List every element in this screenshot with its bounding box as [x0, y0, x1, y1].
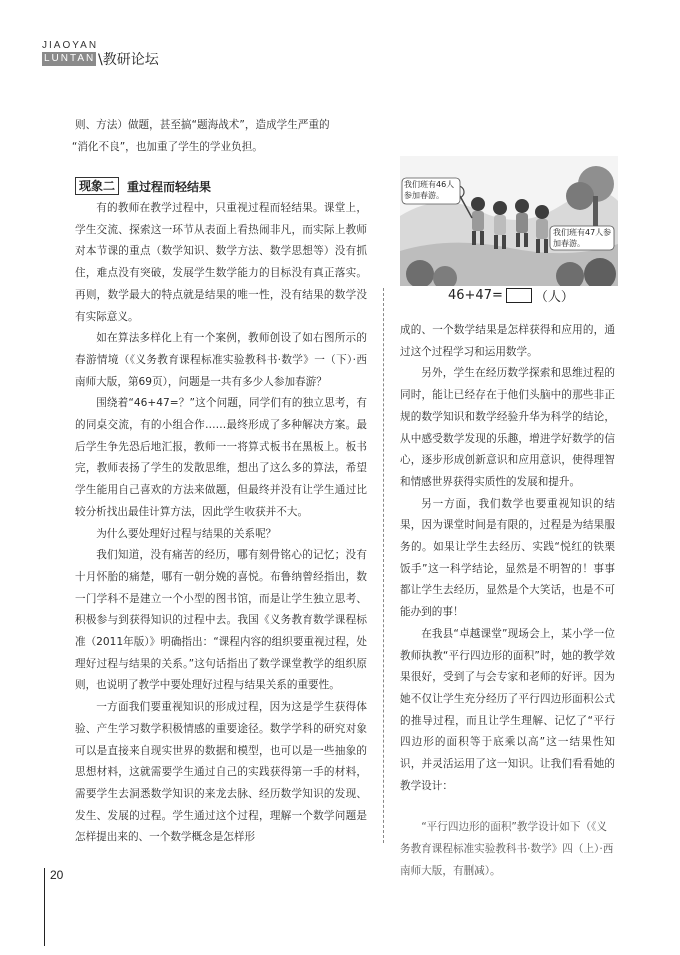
- page-number: 20: [50, 868, 64, 882]
- formula-left: 46+47=: [448, 288, 503, 303]
- answer-blank-box: [506, 288, 532, 303]
- col1-body: [75, 198, 367, 849]
- page-number-rule: [44, 868, 45, 946]
- section-heading: [75, 176, 211, 196]
- col1-top-line-1: 则、方法）做题，甚至搞“题海战术”，造成学生严重的: [75, 119, 330, 131]
- col1-top-text: [71, 115, 367, 158]
- formula-unit: （人）: [534, 290, 574, 305]
- col1-paragraph: 为什么要处理好过程与结果的关系呢？: [96, 527, 277, 540]
- col2-paragraph: 另一方面，我们数学也要重视知识的结果，因为课堂时间是有限的，过程是为结果服务的。如果让学生去经历、实践“悦红的铁栗饭手”这一科学结论，显然是不明智的！事事都让学生去经历，显然是个大笑话，也是不可能办到的事！: [400, 497, 615, 619]
- header-en-line1: JIAOYAN: [42, 40, 99, 51]
- col1-paragraph: 围绕着“46+47=？”这个问题，同学们有的独立思考，有的同桌交流，有的小组合作……最终形成了多种解决方案。最后学生争先恐后地汇报，教师一一将算式板书在黑板上。板书完，教师表扬了学生的发散思维，想出了这么多的算法，希望学生能用自己喜欢的方法来做题，但最终并没有让学生通过比较分析找出最佳计算方法，因此学生收获并不大。: [75, 397, 367, 518]
- header-en-line2: LUNTAN: [44, 53, 96, 64]
- col2-paragraph: 另外，学生在经历数学探索和思维过程的同时，能让已经存在于他们头脑中的那些非正规的数学知识和数学经验升华为科学的结论，从中感受数学发现的乐趣，增进学好数学的信心，逐步形成创新意识和应用意识，使得理智和情感世界获得实质性的发展和提升。: [400, 367, 615, 488]
- illustration-graphic: [400, 156, 618, 286]
- speech-bubble-right: 我们班有47人参加春游。: [553, 228, 612, 248]
- header-title-text: 教研论坛: [102, 52, 159, 68]
- addition-formula: [448, 286, 574, 305]
- spring-outing-illustration: [400, 156, 618, 286]
- column-divider: [383, 288, 384, 843]
- speech-bubble-left: 我们班有46人参加春游。: [404, 180, 455, 200]
- col1-paragraph: 如在算法多样化上有一个案例，教师创设了如右图所示的春游情境（《义务教育课程标准实验教科书·数学》一（下）·西南师大版，第69页），问题是一共有多少人参加春游？: [75, 332, 367, 388]
- col1-top-line-2: “消化不良”，也加重了学生的学业负担。: [71, 140, 263, 153]
- col2-paragraph: 在我县“卓越课堂”现场会上，某小学一位教师执教“平行四边形的面积”时，她的教学效果很好，受到了与会专家和老师的好评。因为她不仅让学生充分经历了平行四边形面积公式的推导过程，而且让学生理解、记忆了“平行四边形的面积等于底乘以高”这一结果性知识，并灵活运用了这一知识。让我们看看她的教学设计：: [400, 627, 615, 792]
- col1-paragraph: 我们知道，没有痛苦的经历，哪有刻骨铭心的记忆；没有十月怀胎的痛楚，哪有一朝分娩的喜悦。布鲁纳曾经指出，数一门学科不是建立一个小型的图书馆，而是让学生独立思考、积极参与到获得知识的过程中去。我国《义务教育数学课程标准（2011年版）》明确指出：“课程内容的组织要重视过程，处理好过程与结果的关系。”这句话指出了数学课堂教学的组织原则，也说明了教学中要处理好过程与结果关系的重要性。: [75, 549, 367, 692]
- col1-paragraph: 有的教师在教学过程中，只重视过程而轻结果。课堂上，学生交流、探索这一环节从表面上看热闹非凡，而实际上教师对本节课的重点（数学知识、数学方法、数学思想等）没有抓住，难点没有突破，发展学生数学能力的目标没有真正落实。再则，数学最大的特点就是结果的唯一性，没有结果的数学没有实际意义。: [75, 202, 367, 323]
- col2-body: [400, 320, 615, 797]
- col1-paragraph: 一方面我们要重视知识的形成过程，因为这是学生获得体验、产生学习数学积极情感的重要途径。数学学科的研究对象可以是直接来自现实世界的数据和模型，也可以是一些抽象的思想材料，这就需要学生通过自己的实践获得第一手的材料，需要学生去洞悉数学知识的来龙去脉、经历数学知识的发现、发生、发展的过程。学生通过这个过程，理解一个数学问题是怎样提出来的、一个数学概念是怎样形: [75, 701, 367, 844]
- section-heading-text: 重过程而轻结果: [127, 179, 212, 194]
- col2-paragraph: 成的、一个数学结果是怎样获得和应用的，通过这个过程学习和运用数学。: [400, 324, 615, 358]
- teaching-design-caption: “平行四边形的面积”教学设计如下（《义务教育课程标准实验教科书·数学》四（上）·西南师大版，有删减）。: [400, 821, 614, 877]
- section-label: 现象二: [75, 177, 119, 195]
- header-title: \教研论坛: [98, 52, 159, 68]
